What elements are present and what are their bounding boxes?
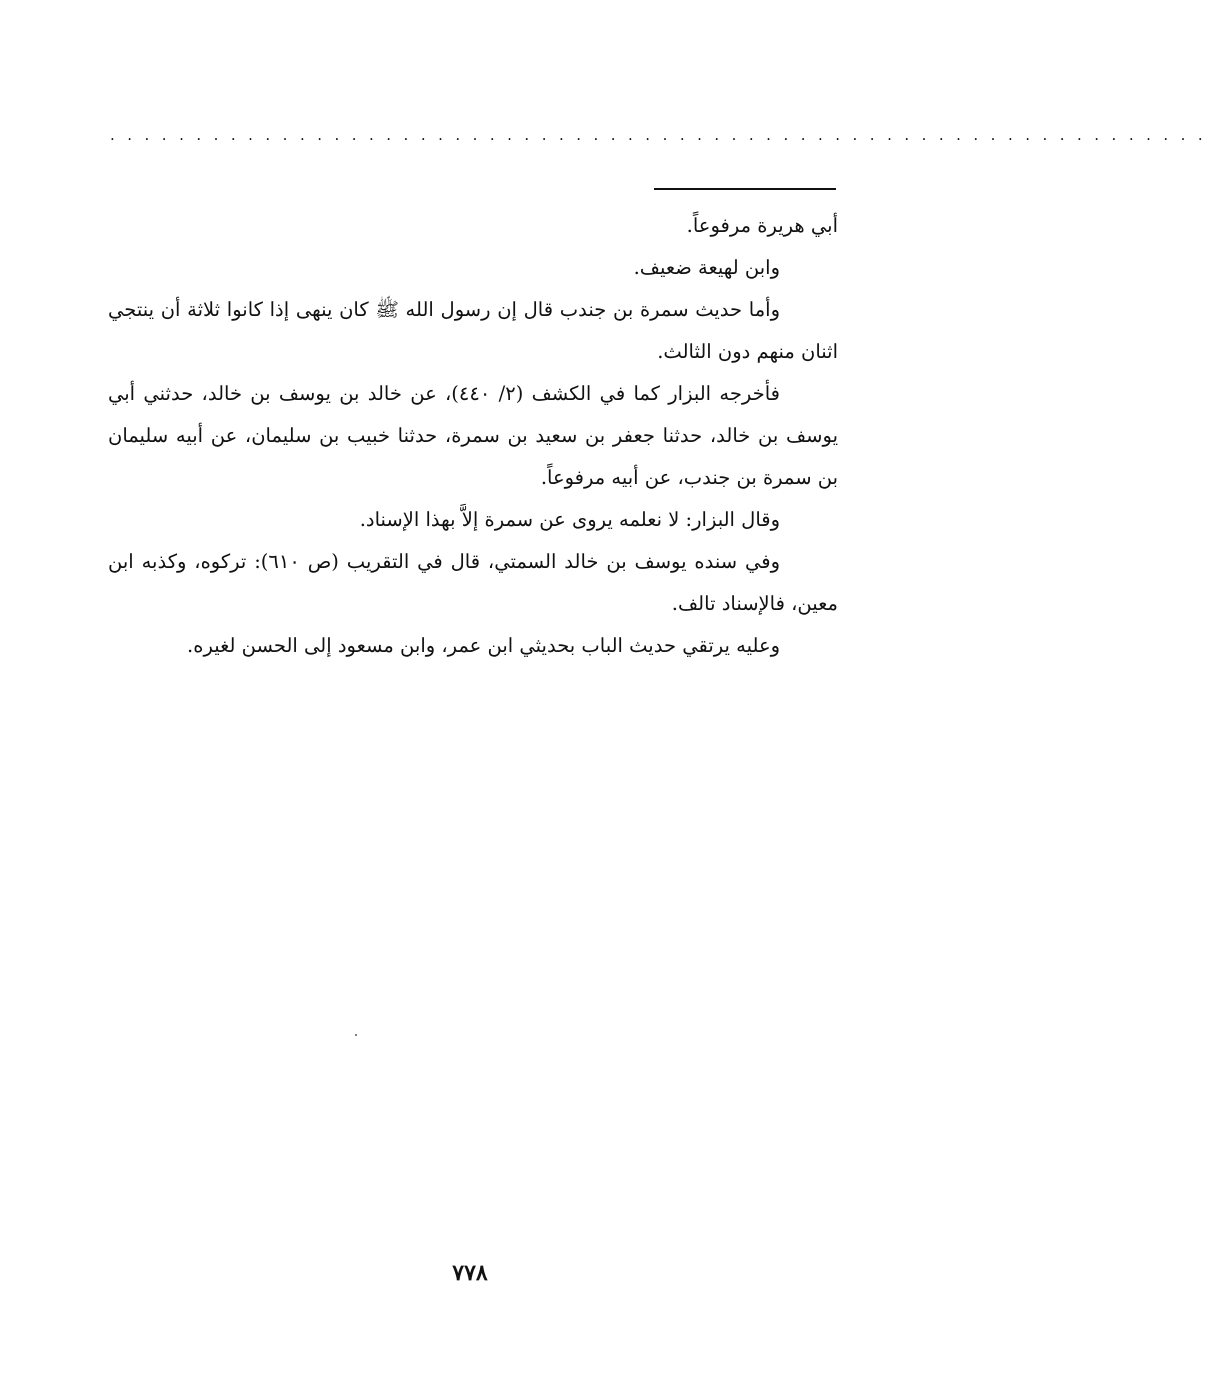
footnote-text <box>108 205 838 667</box>
footnote-paragraph-5: وقال البزار: لا نعلمه يروى عن سمرة إلاَّ بهذا الإسناد. <box>359 508 780 531</box>
scan-speck <box>355 1034 357 1036</box>
footnote-rule <box>654 188 836 190</box>
footnote-paragraph-6: وفي سنده يوسف بن خالد السمتي، قال في التقريب (ص ٦١٠): تركوه، وكذبه ابن معين، فالإسناد تالف. <box>108 550 838 615</box>
footnote-paragraph-3: وأما حديث سمرة بن جندب قال إن رسول الله ﷺ كان ينهى إذا كانوا ثلاثة أن ينتجي اثنان منهم دون الثالث. <box>108 298 838 363</box>
dotted-separator: ................................................................ <box>110 126 1215 144</box>
page-number: ٧٧٨ <box>452 1260 488 1286</box>
footnote-paragraph-7: وعليه يرتقي حديث الباب بحديثي ابن عمر، وابن مسعود إلى الحسن لغيره. <box>187 634 780 657</box>
footnote-paragraph-2: وابن لهيعة ضعيف. <box>633 256 780 279</box>
footnote-paragraph-1: أبي هريرة مرفوعاً. <box>686 214 838 237</box>
footnote-paragraph-4: فأخرجه البزار كما في الكشف (٢/ ٤٤٠)، عن خالد بن يوسف بن خالد، حدثني أبي يوسف بن خالد، حدثنا جعفر بن سعيد بن سمرة، حدثنا خبيب بن سليمان، عن أبيه سليمان بن سمرة بن جندب، عن أبيه مرفوعاً. <box>108 382 838 489</box>
